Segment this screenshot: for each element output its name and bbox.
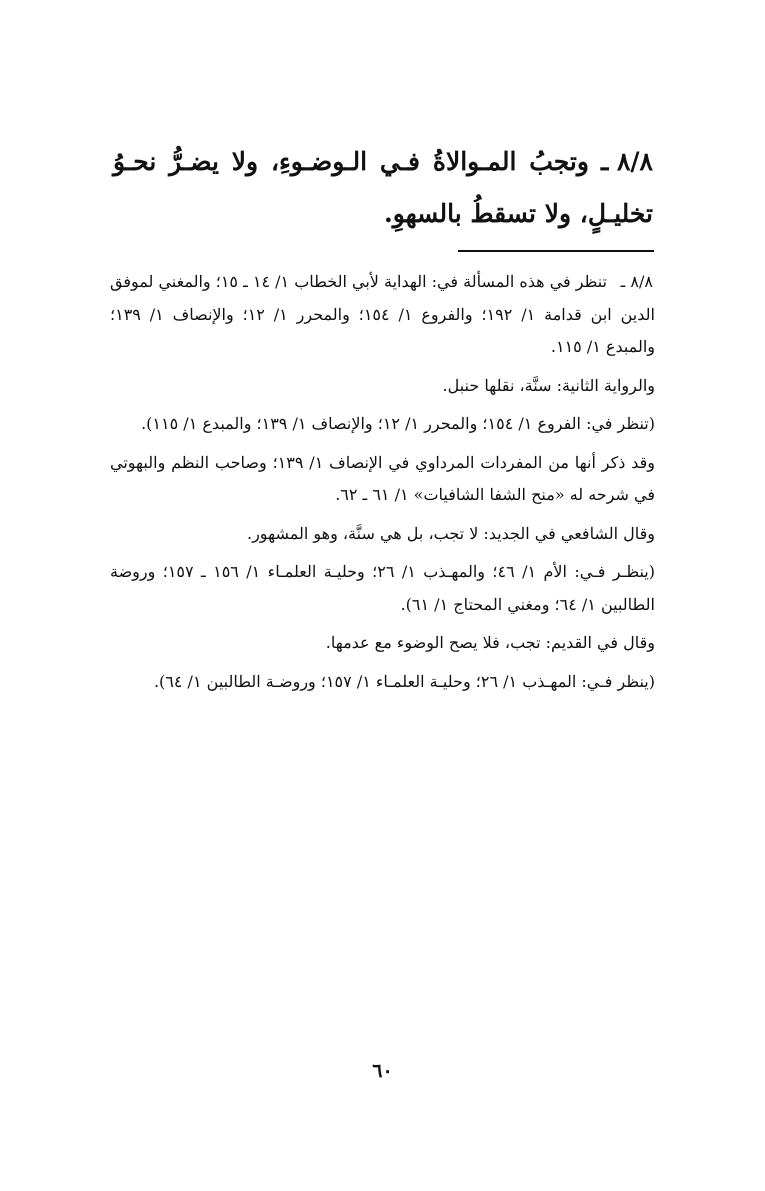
- main-text: [113, 136, 653, 240]
- footnote-separator: [458, 250, 654, 252]
- footnote-paragraph: وقال الشافعي في الجديد: لا تجب، بل هي سنَّة، وهو المشهور.: [246, 523, 655, 543]
- footnote-paragraph: (ينظـر فـي: الأم ١/ ٤٦؛ والمهـذب ١/ ٢٦؛ وحليـة العلمـاء ١/ ١٥٦ ـ ١٥٧؛ وروضة الطالبين ١/ ٦٤؛ ومغني المحتاج ١/ ٦١).: [110, 562, 655, 614]
- footnote-paragraph: وقال في القديم: تجب، فلا يصح الوضوء مع عدمها.: [325, 633, 655, 652]
- footnote-paragraph: [110, 266, 655, 364]
- footnote-number: ٨/٨ ـ: [620, 272, 653, 291]
- footnote-paragraph: (ينظر فـي: المهـذب ١/ ٢٦؛ وحليـة العلمـاء ١/ ١٥٧؛ وروضـة الطالبين ١/ ٦٤).: [153, 671, 655, 691]
- page-number: ٦٠: [372, 1060, 393, 1082]
- footnotes: [110, 266, 655, 704]
- footnote-paragraph: (تنظر في: الفروع ١/ ١٥٤؛ والمحرر ١/ ١٢؛ والإنصاف ١/ ١٣٩؛ والمبدع ١/ ١١٥).: [141, 414, 655, 433]
- footnote-paragraph: والرواية الثانية: سنَّة، نقلها حنبل.: [442, 375, 655, 395]
- footnote-paragraph-text: تنظر في هذه المسألة في: الهداية لأبي الخطاب ١/ ١٤ ـ ١٥؛ والمغني لموفق الدين ابن قدامة ١/ ١٩٢؛ والفروع ١/ ١٥٤؛ والمحرر ١/ ١٢؛ والإنصاف ١/ ١٣٩؛ والمبدع ١/ ١١٥.: [109, 272, 655, 356]
- main-text-body: وتجبُ المـوالاةُ فـي الـوضـوءِ، ولا يضـرُّ نحـوُ تخليـلٍ، ولا تسقطُ بالسهوِ.: [113, 147, 653, 228]
- main-text-number: ٨/٨ ـ: [600, 147, 653, 176]
- footnote-paragraph: وقد ذكر أنها من المفردات المرداوي في الإنصاف ١/ ١٣٩؛ وصاحب النظم والبهوتي في شرحه له «منح الشفا الشافيات» ١/ ٦١ ـ ٦٢.: [110, 452, 656, 504]
